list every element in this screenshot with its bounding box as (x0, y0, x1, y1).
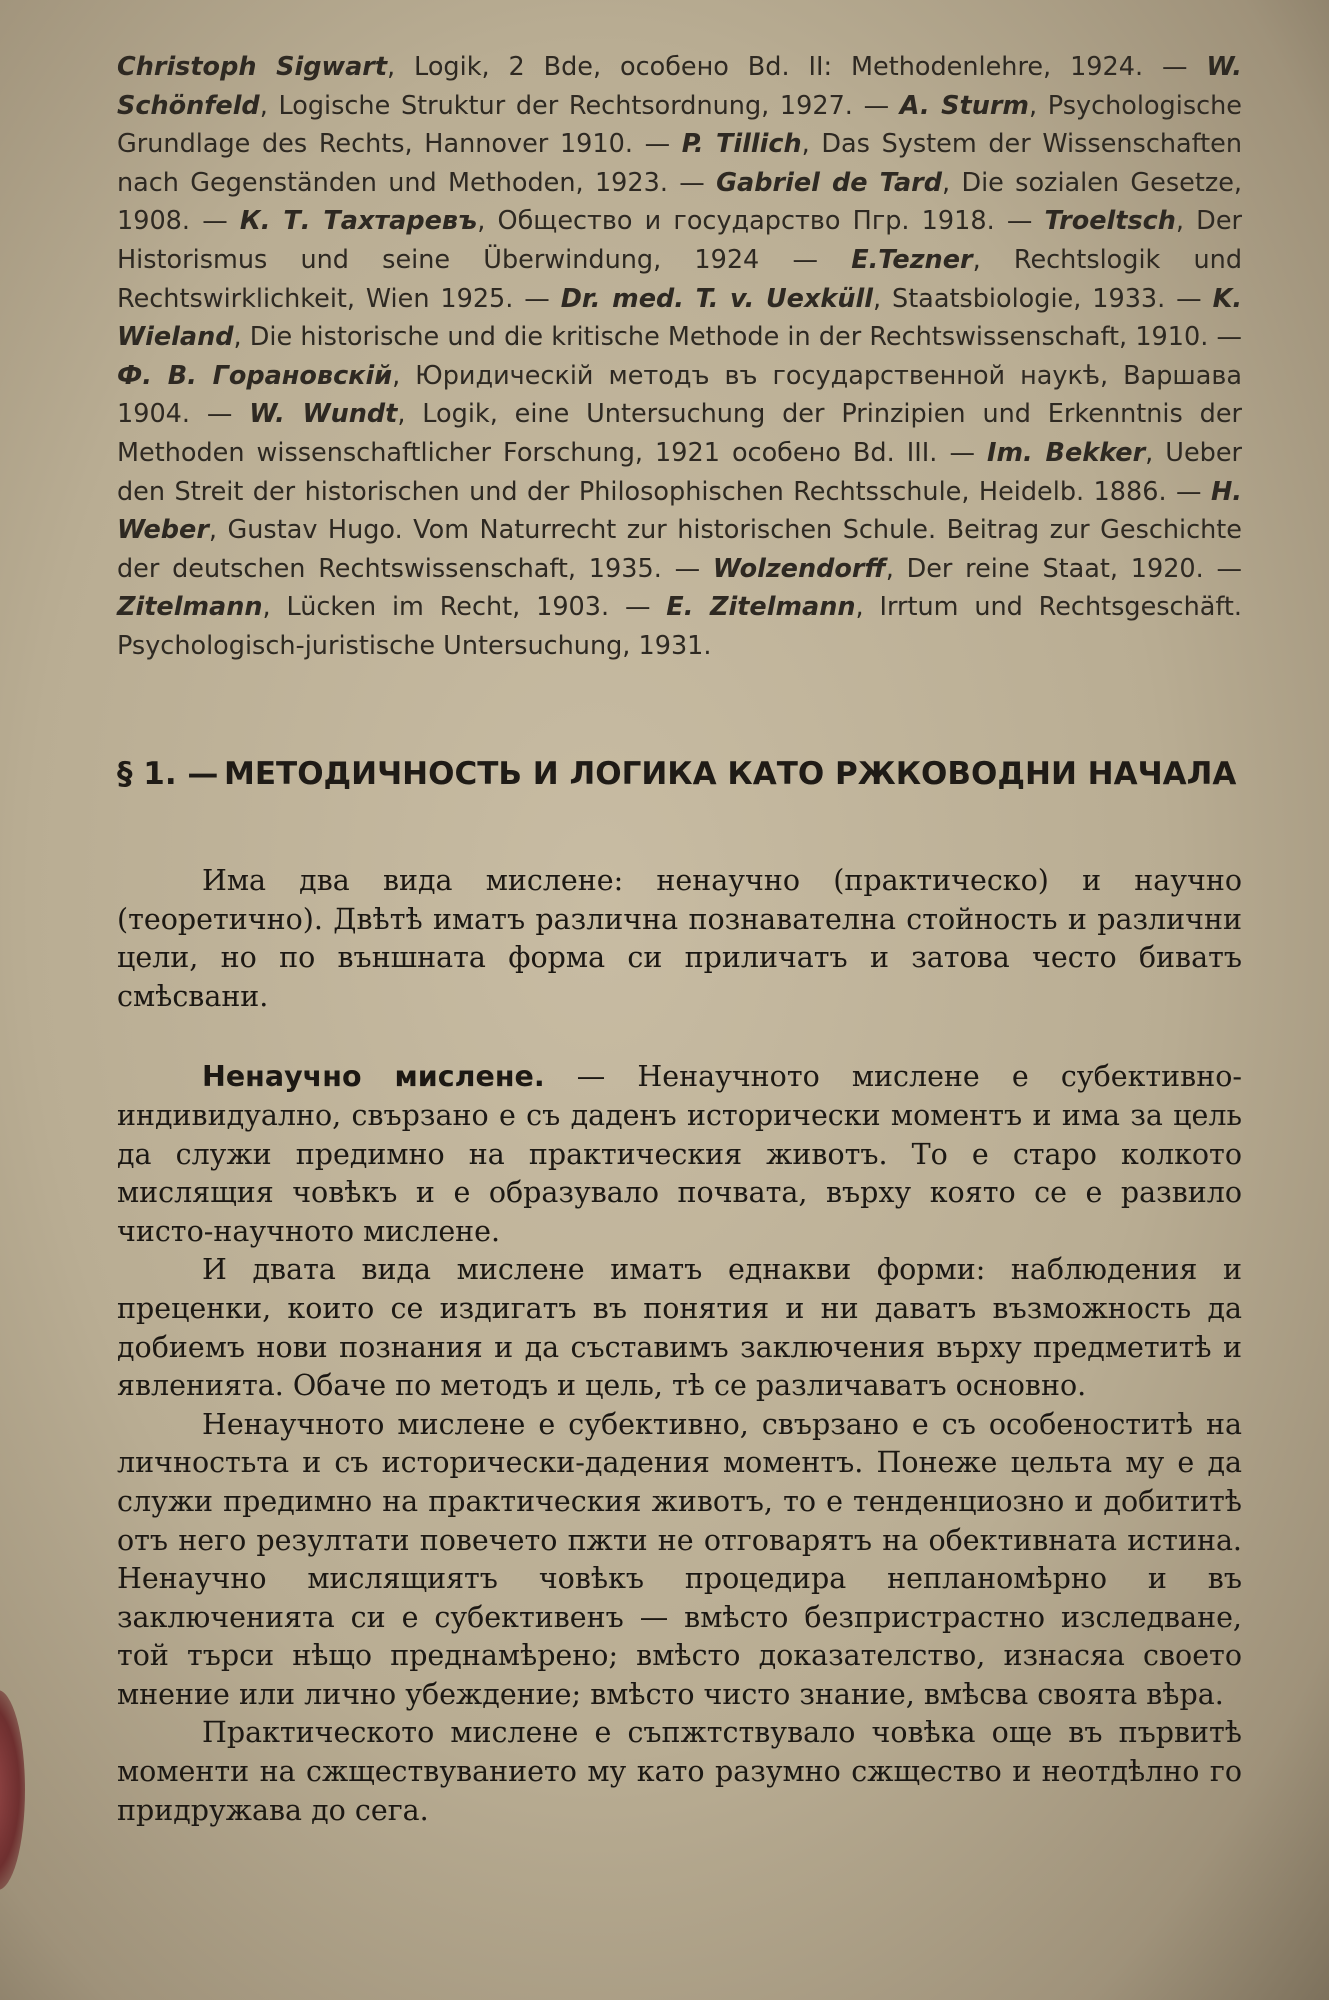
bib-text: , Psychologische Grundlage des Rechts, Hannover 1910. (117, 90, 1242, 160)
paragraph-4: Ненаучното мислене е субективно, свързано е съ особеноститѣ на личностьта и съ исторически-дадения моментъ. Понеже цельта му е да служи предимно на практическия животъ, то е тенденциозно и добититѣ отъ него резултати повечето пжти не отговарятъ на обективната истина. Ненаучно мислящиятъ човѣкъ процедира непланомѣрно и въ заключенията си е субективенъ — вмѣсто безпристрастно изследване, той търси нѣщо преднамѣрено; вмѣсто доказателство, изнасяа своето мнение или лично убеждение; вмѣсто чисто знание, вмѣсва своята вѣра. (117, 1407, 1242, 1711)
bib-author: A. Sturm (899, 90, 1029, 121)
paragraph-5: Практическото мислене е съпжтствувало човѣка още въ първитѣ моменти на сжществуванието му като разумно сжщество и неотдѣлно го придружава до сега. (117, 1716, 1242, 1827)
bib-entry (675, 554, 1204, 584)
paragraph-1: Има два вида мислене: ненаучно (практическо) и научно (теоретично). Двѣтѣ иматъ различна познавателна стойность и различни цели, но по външната форма си приличатъ и затова често биватъ смѣсвани. (117, 864, 1242, 1013)
bib-text: , Rechtslogik und Rechtswirklichkeit, Wien 1925. (117, 244, 1243, 314)
paragraph-2-lead: Ненаучно мислене. (202, 1060, 545, 1094)
bibliography (117, 48, 1242, 666)
paragraph-2-text: — Ненаучното мислене е субективно-индивидуално, свързано е съ даденъ исторически моментъ и има за цель да служи предимно на практическия животъ. То е старо колкото мислящия човѣкъ и е образувало почвата, върху която се е развило чисто-научното мислене. (117, 1060, 1242, 1248)
bib-text: , Logische Struktur der Rechtsordnung, 1927. (259, 90, 853, 121)
paragraph-3: И двата вида мислене иматъ еднакви форми: наблюдения и преценки, които се издигатъ въ понятия и ни даватъ възможность да добиемъ нови познания и да съставимъ заключения върху предметитѣ и явленията. Обаче по методъ и цель, тѣ се различаватъ основно. (117, 1253, 1242, 1403)
paragraph-2 (117, 1058, 1242, 1251)
bib-author: К. Т. Тахтаревъ (239, 206, 478, 237)
bib-author: Wolzendorff (712, 553, 886, 584)
bib-author: Christoph Sigwart (117, 52, 388, 82)
bib-author: Ф. В. Горановскій (117, 360, 393, 391)
bib-text: , Logik, 2 Bde, особено Bd. II: Methodenlehre, 1924. (387, 52, 1144, 82)
bib-author: K. Wieland (117, 283, 1243, 353)
bib-author: Dr. med. T. v. Uexküll (560, 283, 873, 314)
bib-author: W. Schönfeld (117, 52, 1242, 121)
bib-text: , Der reine Staat, 1920. (885, 553, 1204, 584)
bib-text: , Der Historismus und seine Überwindung, 1924 (117, 206, 1242, 275)
bib-text: , Ueber den Streit der historischen und der Philosophischen Rechtsschule, Heidelb. 1886. (117, 437, 1243, 507)
section-title: МЕТОДИЧНОСТЬ И ЛОГИКА КАТО РЖКОВОДНИ НАЧАЛА (224, 756, 1237, 792)
bib-author: Gabriel de Tard (716, 167, 943, 198)
section-heading (117, 750, 1242, 798)
finger-shadow (0, 1690, 25, 1890)
section-number: § 1. — (117, 756, 219, 792)
bib-author: H. Weber (117, 476, 1242, 546)
bib-author: Im. Bekker (986, 437, 1146, 468)
bib-entry (117, 52, 1143, 82)
bib-text: , Общество и государство Пгр. 1918. (477, 206, 995, 237)
bib-text: , Die sozialen Gesetze, 1908. (117, 167, 1243, 237)
bib-text: , Lücken im Recht, 1903. (262, 592, 610, 623)
bib-author: E. Zitelmann (666, 592, 856, 623)
bib-author: Troeltsch (1044, 206, 1176, 237)
bib-author: Zitelmann (117, 592, 263, 623)
bib-entry (524, 284, 1165, 314)
bib-text: , Irrtum und Rechtsgeschäft. Psychologisch-juristische Untersuchung, 1931. (117, 592, 1243, 661)
bib-entry (202, 206, 995, 236)
bib-text: , Die historische und die kritische Methode in der Rechtswissenschaft, 1910. (233, 322, 1209, 353)
bib-author: E.Tezner (851, 244, 973, 275)
bib-text: , Das System der Wissenschaften nach Gegenständen und Methoden, 1923. (117, 129, 1243, 198)
bib-text: , Gustav Hugo. Vom Naturrecht zur historischen Schule. Beitrag zur Geschichte der deutschen Rechtswissenschaft, 1935. (117, 515, 1242, 584)
bib-text: , Юридическій методъ въ государственной наукѣ, Варшава 1904. (117, 360, 1242, 430)
bib-text: , Staatsbiologie, 1933. (873, 283, 1166, 314)
body-text (117, 862, 1242, 1830)
bib-author: W. Wundt (249, 399, 398, 430)
bib-text: , Logik, eine Untersuchung der Prinzipien und Erkenntnis der Methoden wissenschaftlicher Forschung, 1921 особено Bd. III. (117, 399, 1243, 468)
bib-author: P. Tillich (681, 129, 802, 160)
